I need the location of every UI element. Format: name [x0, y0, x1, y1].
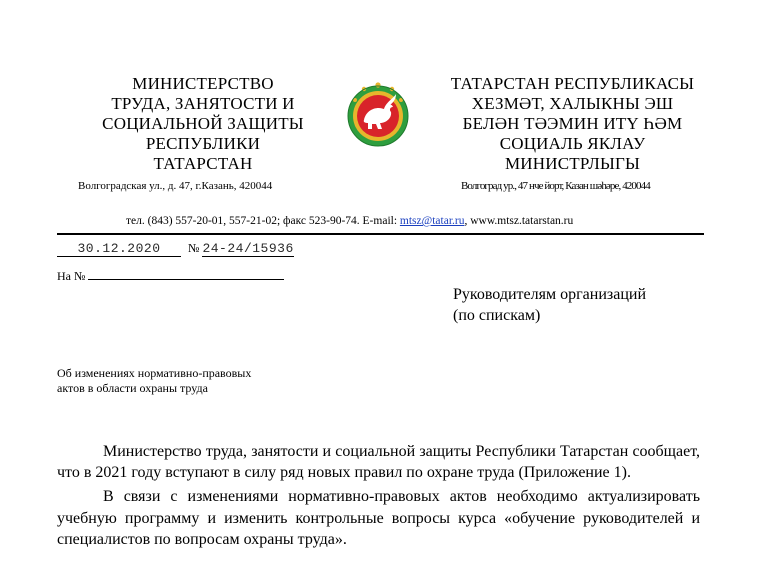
address-tatar: Волгоград ур., 47 нче йорт, Казан шәһәре, 420044: [461, 180, 650, 192]
ministry-name-tt-line: СОЦИАЛЬ ЯКЛАУ: [499, 134, 646, 153]
number-field: [202, 241, 294, 257]
subject-block: [57, 366, 251, 396]
date-field: [57, 241, 181, 257]
email-link[interactable]: mtsz@tatar.ru: [399, 215, 465, 227]
emblem-icon: [346, 76, 410, 154]
ministry-name-ru-line: МИНИСТЕРСТВО: [132, 74, 274, 93]
ministry-name-ru-line: ТРУДА, ЗАНЯТОСТИ И: [111, 94, 295, 113]
ministry-name-tt-line: ТАТАРСТАН РЕСПУБЛИКАСЫ: [450, 74, 695, 93]
ministry-name-tt-line: МИНИСТРЛЫГЫ: [504, 154, 641, 173]
recipient-block: [453, 284, 646, 326]
ministry-name-ru-line: ТАТАРСТАН: [153, 154, 253, 173]
contacts-prefix: тел. (843) 557-20-01, 557-21-02; факс 523-90-74. E-mail:: [126, 215, 400, 227]
registration-line: [57, 241, 294, 257]
subject-line: актов в области охраны труда: [57, 381, 208, 395]
ministry-name-tt-line: БЕЛӘН ТӘЭМИН ИТҮ ҺӘМ: [462, 114, 683, 133]
reference-line: [57, 267, 284, 284]
recipient-line: Руководителям организаций: [453, 286, 647, 303]
date-value: 30.12.2020: [77, 241, 161, 256]
contacts-line: [126, 215, 573, 227]
tatarstan-emblem: [346, 76, 410, 154]
reference-field: [88, 267, 284, 280]
contacts-suffix: , www.mtsz.tatarstan.ru: [464, 215, 574, 227]
letter-body: [57, 441, 700, 550]
reference-label: На №: [57, 269, 86, 283]
subject-line: Об изменениях нормативно-правовых: [57, 366, 252, 380]
ministry-name-tt-line: ХЕЗМӘТ, ХАЛЫКНЫ ЭШ: [471, 94, 674, 113]
ministry-name-russian: [78, 74, 328, 174]
body-paragraph: Министерство труда, занятости и социальной защиты Республики Татарстан сообщает, что в 2021 году вступают в силу ряд новых правил по охране труда (Приложение 1).: [57, 443, 700, 482]
address-russian: Волгоградская ул., д. 47, г.Казань, 420044: [78, 180, 273, 192]
ministry-name-ru-line: РЕСПУБЛИКИ: [145, 134, 261, 153]
number-label: №: [188, 241, 200, 255]
number-value: 24-24/15936: [202, 241, 294, 256]
ministry-name-ru-line: СОЦИАЛЬНОЙ ЗАЩИТЫ: [102, 114, 304, 133]
header-divider: [57, 233, 704, 235]
body-paragraph: В связи с изменениями нормативно-правовых актов необходимо актуализировать учебную программу и изменить контрольные вопросы курса «обучение руководителей и специалистов по вопросам охраны труда».: [57, 488, 700, 548]
recipient-line: (по спискам): [453, 307, 541, 324]
ministry-name-tatar: [440, 74, 705, 174]
